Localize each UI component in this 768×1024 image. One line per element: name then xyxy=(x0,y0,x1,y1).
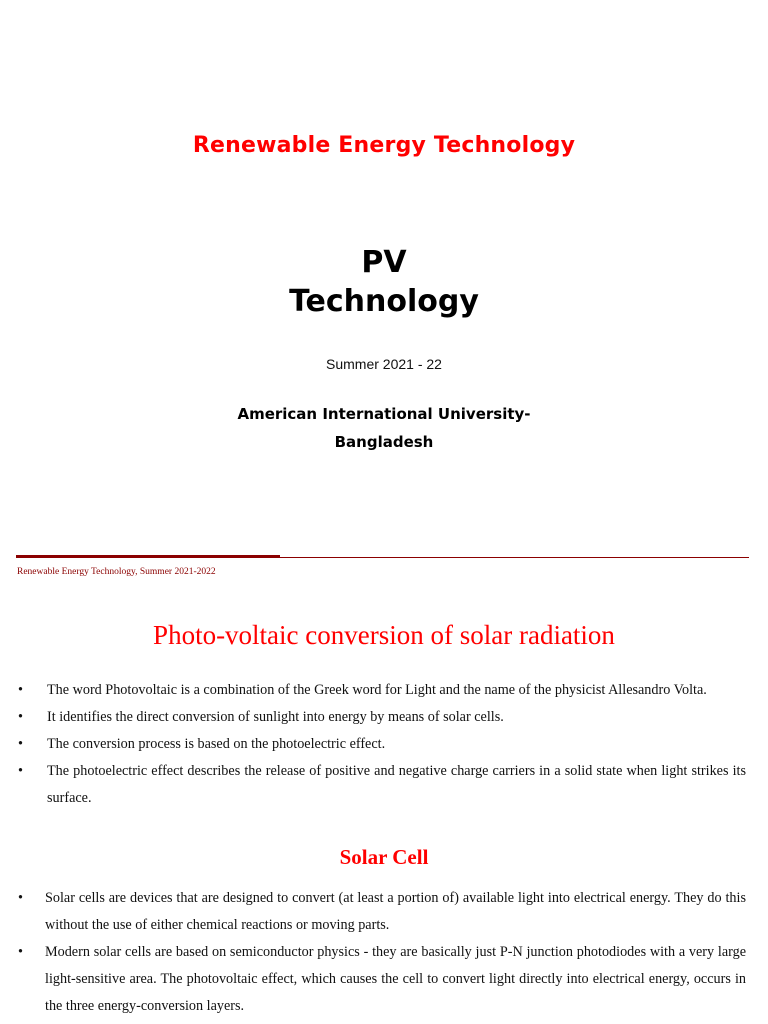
list-item-text: Solar cells are devices that are designed to convert (at least a portion of) available light into electrical energy. They do this without the use of either chemical reactions or moving parts. xyxy=(45,890,746,933)
bullet-icon: • xyxy=(18,682,23,698)
university-line2: Bangladesh xyxy=(334,433,434,451)
list-item-text: Modern solar cells are based on semiconductor physics - they are basically just P-N junction photodiodes with a very large light-sensitive area. The photovoltaic effect, which causes the cell to convert light directly into electrical energy, occurs in the three energy-conversion layers. xyxy=(45,944,746,1014)
university-line1: American International University- xyxy=(237,405,531,423)
bullet-icon: • xyxy=(18,736,23,752)
topic-title xyxy=(0,243,768,321)
bullet-icon: • xyxy=(18,944,23,960)
list-item xyxy=(0,677,768,704)
list-item-text: It identifies the direct conversion of sunlight into energy by means of solar cells. xyxy=(47,709,504,725)
term-label: Summer 2021 - 22 xyxy=(326,356,442,372)
content-slide xyxy=(0,600,768,1024)
list-item xyxy=(0,885,768,939)
bullet-icon: • xyxy=(18,890,23,906)
course-title: Renewable Energy Technology xyxy=(192,133,576,158)
footer-rule xyxy=(16,557,749,558)
list-item xyxy=(0,704,768,731)
solar-cell-bullet-list xyxy=(0,885,768,1020)
list-item-text: The conversion process is based on the photoelectric effect. xyxy=(47,736,386,752)
bullet-icon: • xyxy=(18,763,23,779)
bullet-icon: • xyxy=(18,709,23,725)
topic-title-line1: PV xyxy=(361,245,407,280)
list-item-text: The photoelectric effect describes the release of positive and negative charge carriers in a solid state when light strikes its surface. xyxy=(47,763,746,806)
list-item xyxy=(0,731,768,758)
university-name xyxy=(0,400,768,456)
pv-bullet-list xyxy=(0,677,768,812)
list-item xyxy=(0,939,768,1020)
topic-title-line2: Technology xyxy=(289,284,479,319)
list-item-text: The word Photovoltaic is a combination of the Greek word for Light and the name of the physicist Allesandro Volta. xyxy=(47,682,707,698)
slide-footer: Renewable Energy Technology, Summer 2021-2022 xyxy=(17,567,216,577)
section-subheading: Solar Cell xyxy=(339,845,429,869)
list-item xyxy=(0,758,768,812)
slide-heading: Photo-voltaic conversion of solar radiation xyxy=(153,620,615,650)
